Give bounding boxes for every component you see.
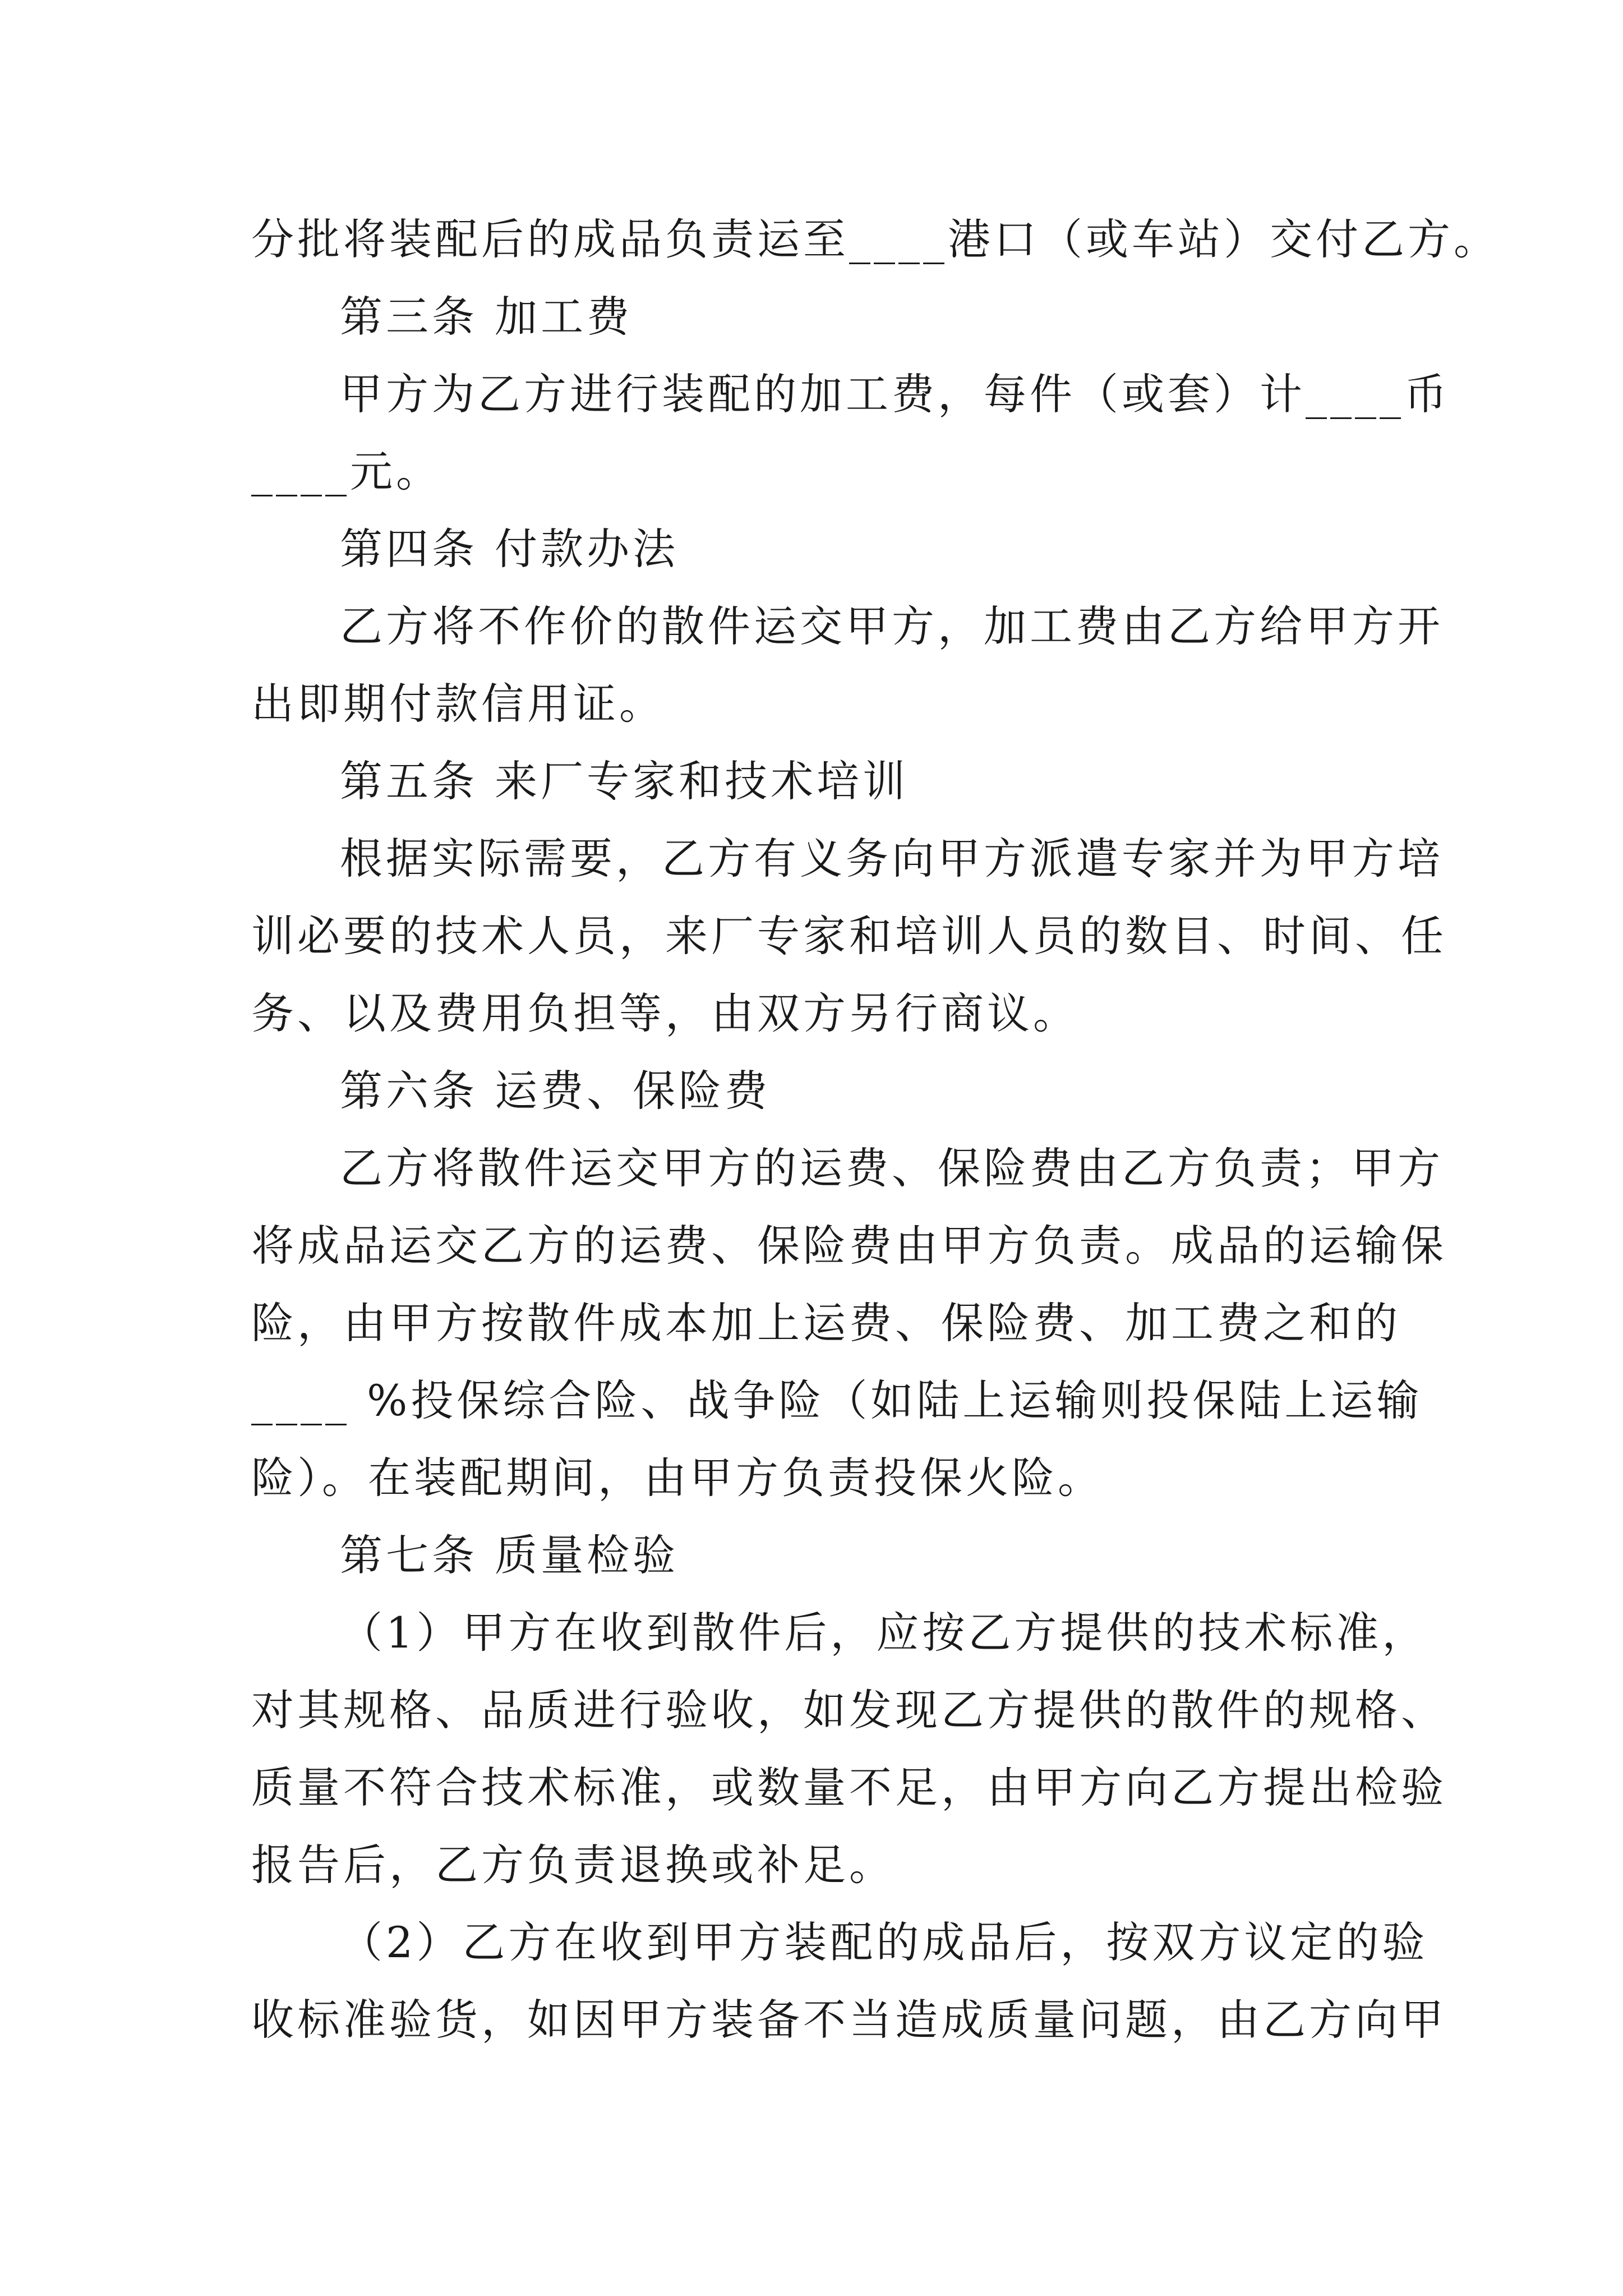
text-line: 务、以及费用负担等，由双方另行商议。 [251,988,1079,1038]
text-line: 分批将装配后的成品负责运至____港口（或车站）交付乙方。 [251,214,1500,264]
text-line: 收标准验货，如因甲方装备不当造成质量问题，由乙方向甲 [251,1995,1447,2045]
section-heading: 第四条 付款办法 [340,524,679,574]
section-heading: 第五条 来厂专家和技术培训 [340,756,909,806]
text-line: 对其规格、品质进行验收，如发现乙方提供的散件的规格、 [251,1685,1447,1735]
text-line: ____ %投保综合险、战争险（如陆上运输则投保陆上运输 [251,1375,1423,1425]
text-line: 险）。在装配期间，由甲方负责投保火险。 [251,1453,1104,1503]
text-line: 将成品运交乙方的运费、保险费由甲方负责。成品的运输保 [251,1221,1447,1271]
text-line: 根据实际需要，乙方有义务向甲方派遣专家并为甲方培 [340,834,1444,884]
text-line: 报告后，乙方负责退换或补足。 [251,1840,895,1890]
section-heading: 第三条 加工费 [340,292,633,342]
text-line: 训必要的技术人员，来厂专家和培训人员的数目、时间、任 [251,911,1447,961]
text-line: 出即期付款信用证。 [251,679,665,729]
text-line: （2）乙方在收到甲方装配的成品后，按双方议定的验 [340,1917,1428,1967]
text-line: （1）甲方在收到散件后，应按乙方提供的技术标准， [340,1608,1428,1658]
text-line: 险，由甲方按散件成本加上运费、保险费、加工费之和的 [251,1298,1401,1348]
section-heading: 第七条 质量检验 [340,1530,679,1580]
text-line: 乙方将散件运交甲方的运费、保险费由乙方负责；甲方 [340,1143,1444,1193]
text-line: ____元。 [251,447,442,496]
text-line: 乙方将不作价的散件运交甲方，加工费由乙方给甲方开 [340,601,1444,651]
text-line: 甲方为乙方进行装配的加工费，每件（或套）计____币 [340,369,1450,419]
text-line: 质量不符合技术标准，或数量不足，由甲方向乙方提出检验 [251,1763,1447,1812]
section-heading: 第六条 运费、保险费 [340,1066,771,1116]
